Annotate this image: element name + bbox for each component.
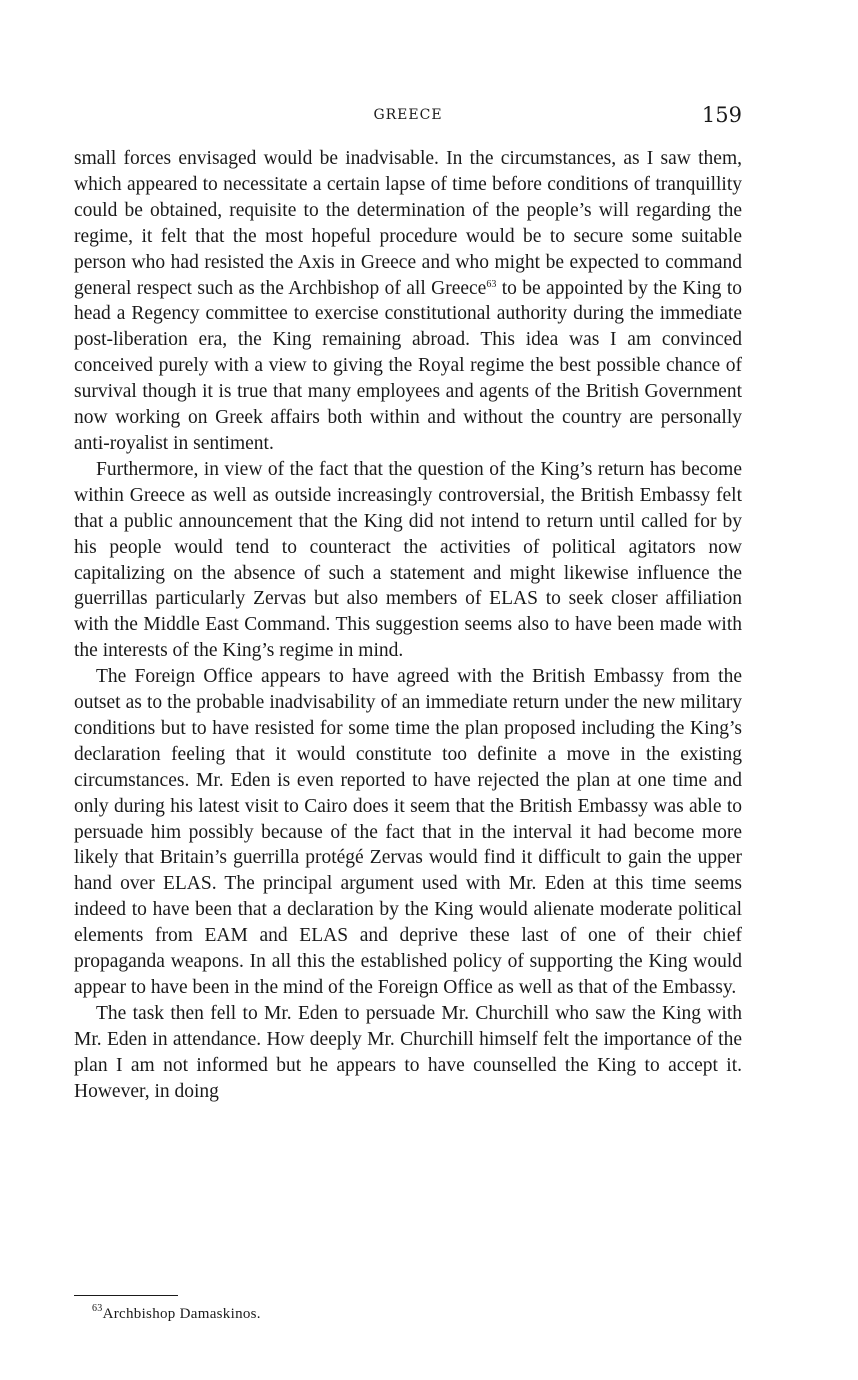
paragraph-1-text-after-note: to be appointed by the King to head a Regency committee to exercise constitutional authority during the immediate post-liberation era, the King remaining abroad. This idea was I am convinced conceived purely with a view to giving the Royal regime the best possible chance of survival though it is true that many employees and agents of the British Government now working on Greek affairs both within and without the country are personally anti-royalist in sentiment.	[74, 277, 742, 454]
footnote-text: Archbishop Damaskinos.	[102, 1306, 261, 1322]
footnote	[92, 1303, 261, 1323]
footnote-marker: 63	[92, 1303, 103, 1314]
paragraph-1	[74, 146, 742, 457]
page-number: 159	[701, 103, 742, 127]
paragraph-3: The Foreign Office appears to have agreed with the British Embassy from the outset as to the probable inadvisability of an immediate return under the new military conditions but to have resisted for some time the plan proposed including the King’s declaration feeling that it would constitute too definite a move in the existing circumstances. Mr. Eden is even reported to have rejected the plan at one time and only during his latest visit to Cairo does it seem that the British Embassy was able to persuade him possibly because of the fact that in the interval it had become more likely that Britain’s guerrilla protégé Zervas would find it difficult to gain the upper hand over ELAS. The principal argument used with Mr. Eden at this time seems indeed to have been that a declaration by the King would alienate moderate political elements from EAM and ELAS and deprive these last of one of their chief propaganda weapons. In all this the established policy of supporting the King would appear to have been in the mind of the Foreign Office as well as that of the Embassy.	[74, 666, 742, 998]
footnote-reference: 63	[486, 278, 497, 290]
running-head	[74, 103, 742, 133]
paragraph-2: Furthermore, in view of the fact that the question of the King’s return has become within Greece as well as outside increasingly controversial, the British Embassy felt that a public announcement that the King did not intend to return until called for by his people would tend to counteract the activities of political agitators now capitalizing on the absence of such a statement and might likewise influence the guerrillas particularly Zervas but also members of ELAS to seek closer affiliation with the Middle East Command. This suggestion seems also to have been made with the interests of the King’s regime in mind.	[74, 458, 742, 662]
paragraph-1-text-before-note: small forces envisaged would be inadvisable. In the circumstances, as I saw them, which appeared to necessitate a certain lapse of time before conditions of tranquillity could be obtained, requisite to the determination of the people’s will regarding the regime, it felt that the most hopeful procedure would be to secure some suitable person who had resisted the Axis in Greece and who might be expected to command general respect such as the Archbishop of all Greece	[74, 148, 742, 299]
paragraph-4: The task then fell to Mr. Eden to persuade Mr. Churchill who saw the King with Mr. Eden in attendance. How deeply Mr. Churchill himself felt the importance of the plan I am not informed but he appears to have counselled the King to accept it. However, in doing	[74, 1002, 742, 1102]
running-title: GREECE	[373, 107, 443, 123]
body-text	[74, 146, 742, 1105]
footnote-divider	[74, 1295, 178, 1296]
